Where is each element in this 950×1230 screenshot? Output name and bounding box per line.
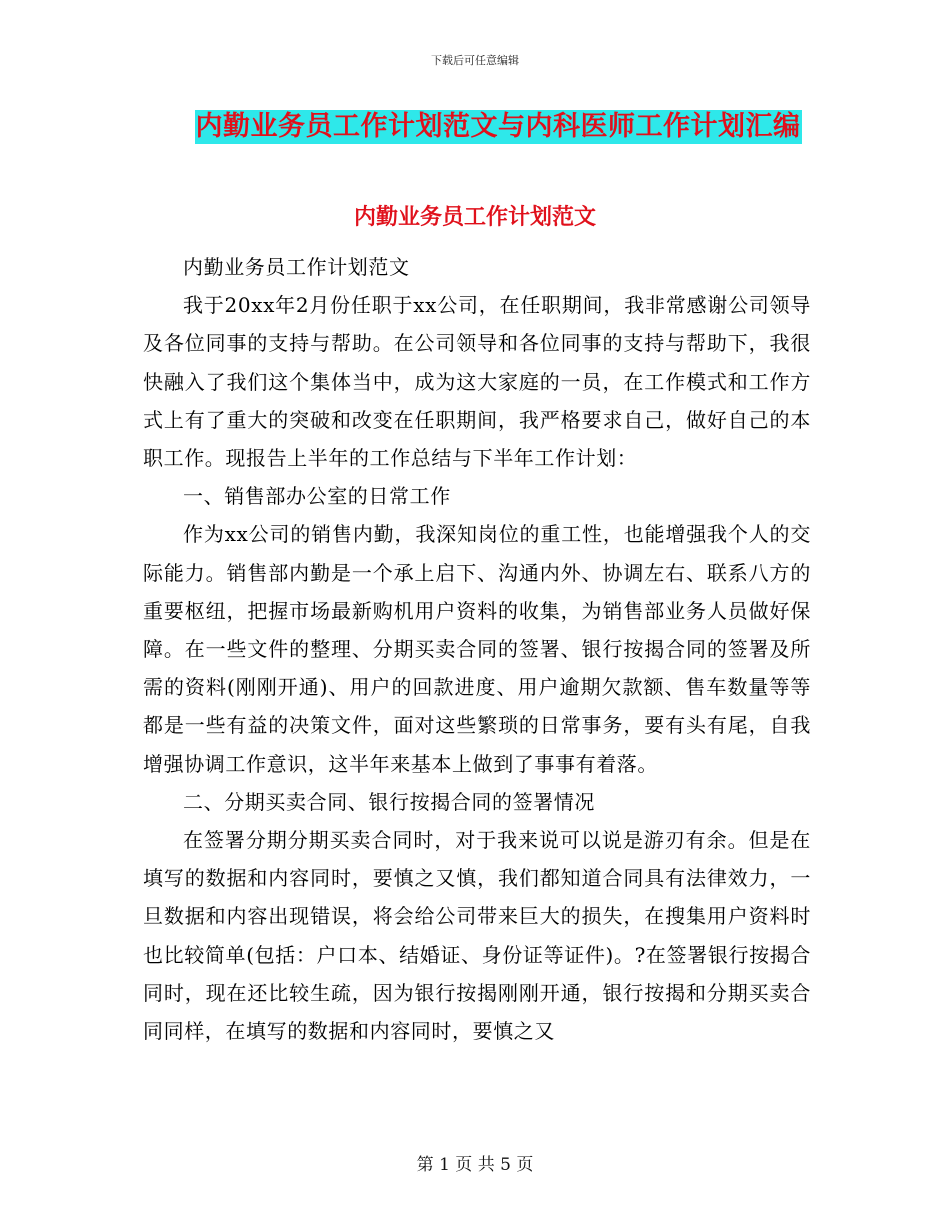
document-body [143,248,811,1050]
document-title: 内勤业务员工作计划范文与内科医师工作计划汇编 [195,111,801,142]
paragraph-contracts: 在签署分期分期买卖合同时，对于我来说可以说是游刃有余。但是在填写的数据和内容同时，要慎之又慎，我们都知道合同具有法律效力，一旦数据和内容出现错误，将会给公司带来巨大的损失，在搜集用户资料时也比较简单(包括：户口本、结婚证、身份证等证件)。?在签署银行按揭合同时，现在还比较生疏，因为银行按揭刚刚开通，银行按揭和分期买卖合同同样，在填写的数据和内容同时，要慎之又 [143,828,811,1044]
page-footer: 第 1 页 共 5 页 [416,1155,534,1175]
paragraph-heading-2: 二、分期买卖合同、银行按揭合同的签署情况 [183,789,595,814]
header-note: 下载后可任意编辑 [431,54,519,67]
document-title-block [0,110,950,144]
paragraph-subtitle: 内勤业务员工作计划范文 [183,255,410,279]
paragraph-sales-office: 作为xx公司的销售内勤，我深知岗位的重工性，也能增强我个人的交际能力。销售部内勤是一个承上启下、沟通内外、协调左右、联系八方的重要枢纽，把握市场最新购机用户资料的收集，为销售部业务人员做好保障。在一些文件的整理、分期买卖合同的签署、银行按揭合同的签署及所需的资料(刚刚开通)、用户的回款进度、用户逾期欠款额、售车数量等等都是一些有益的决策文件，面对这些繁琐的日常事务，要有头有尾，自我增强协调工作意识，这半年来基本上做到了事事有着落。 [143,522,811,776]
paragraph-intro: 我于20xx年2月份任职于xx公司，在任职期间，我非常感谢公司领导及各位同事的支持与帮助。在公司领导和各位同事的支持与帮助下，我很快融入了我们这个集体当中，成为这大家庭的一员，在工作模式和工作方式上有了重大的突破和改变在任职期间，我严格要求自己，做好自己的本职工作。现报告上半年的工作总结与下半年工作计划： [143,293,811,471]
paragraph-heading-1: 一、销售部办公室的日常工作 [183,484,451,509]
section-title: 内勤业务员工作计划范文 [353,204,596,230]
